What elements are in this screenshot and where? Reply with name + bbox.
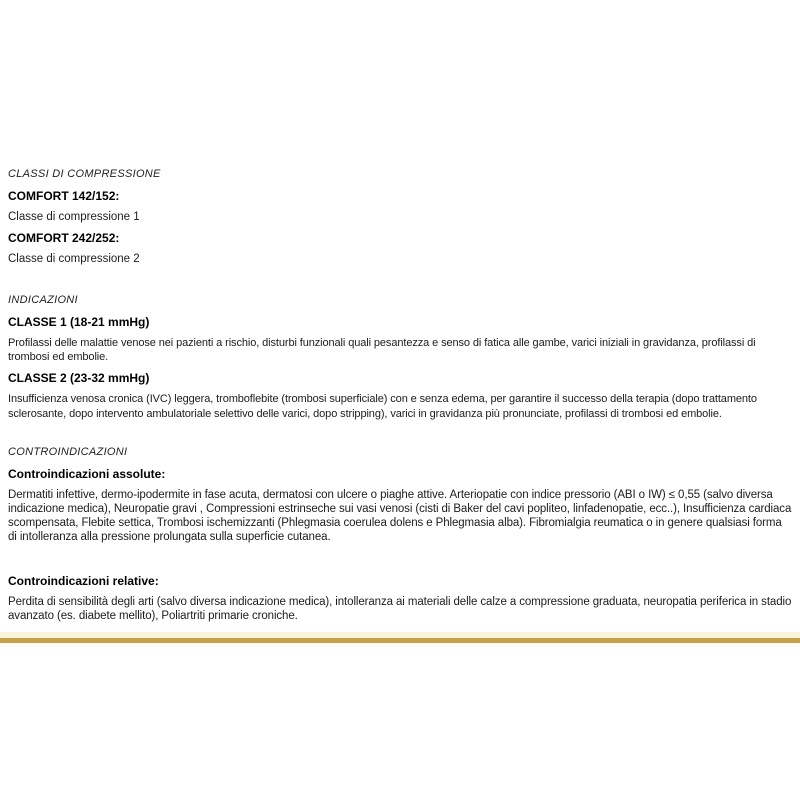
compression-classes-heading: CLASSI DI COMPRESSIONE (8, 168, 161, 180)
contraindications-heading: CONTROINDICAZIONI (8, 445, 128, 458)
compression-class-value-2: Classe di compressione 2 (8, 253, 140, 265)
section-indications (8, 293, 792, 421)
class-1-title: CLASSE 1 (18-21 mmHg) (8, 315, 150, 329)
relative-contraindications-paragraph: Perdita di sensibilità degli arti (salvo diversa indicazione medica), intolleranza ai materiali delle calze a compressione graduata, neuropatia periferica in stadio avanzato (es. diabete mellito), Poliartriti primarie croniche. (8, 595, 792, 622)
document-body (8, 167, 792, 630)
section-compression-classes (8, 167, 792, 266)
class-2-paragraph: Insufficienza venosa cronica (IVC) leggera, tromboflebite (trombosi superficiale) con e senza edema, per garantire il successo della terapia (dopo trattamento sclerosante, dopo intervento ambulatoriale selettivo delle varici, dopo stripping), varici in gravidanza più pronunciate, profilassi di trombosi ed embolie. (8, 393, 757, 420)
absolute-contraindications-paragraph: Dermatiti infettive, dermo-ipodermite in fase acuta, dermatosi con ulcere o piaghe attive. Arteriopatie con indice pressorio (ABI o IW) ≤ 0,55 (salvo diversa indicazione medica), Neuropatie gravi , Compressioni estrinseche sui vasi venosi (cisti di Baker del cavi popliteo, linfadenopatie, ecc..), Insufficienza cardiaca scompensata, Flebite settica, Trombosi ischemizzanti (Phlegmasia coerulea dolens e Phlegmasia alba). Fibromialgia reumatica o in genere qualsiasi forma di intolleranza alla pressione prolungata sulla superficie cutanea. (8, 488, 792, 544)
accent-divider (0, 632, 800, 647)
compression-class-value-1: Classe di compressione 1 (8, 211, 140, 223)
absolute-contraindications-title: Controindicazioni assolute: (8, 466, 166, 481)
section-contraindications (8, 445, 792, 623)
class-2-title: CLASSE 2 (23-32 mmHg) (8, 371, 150, 386)
class-1-paragraph: Profilassi delle malattie venose nei pazienti a rischio, disturbi funzionali quali pesantezza e senso di fatica alle gambe, varici iniziali in gravidanza, profilassi di trombosi ed embolie. (8, 337, 756, 364)
product-label-comfort-242: COMFORT 242/252: (8, 231, 120, 245)
accent-divider-halo-bottom (0, 643, 800, 647)
relative-contraindications-title: Controindicazioni relative: (8, 573, 159, 588)
product-label-comfort-142: COMFORT 142/152: (8, 189, 120, 203)
indications-heading: INDICAZIONI (8, 294, 78, 306)
